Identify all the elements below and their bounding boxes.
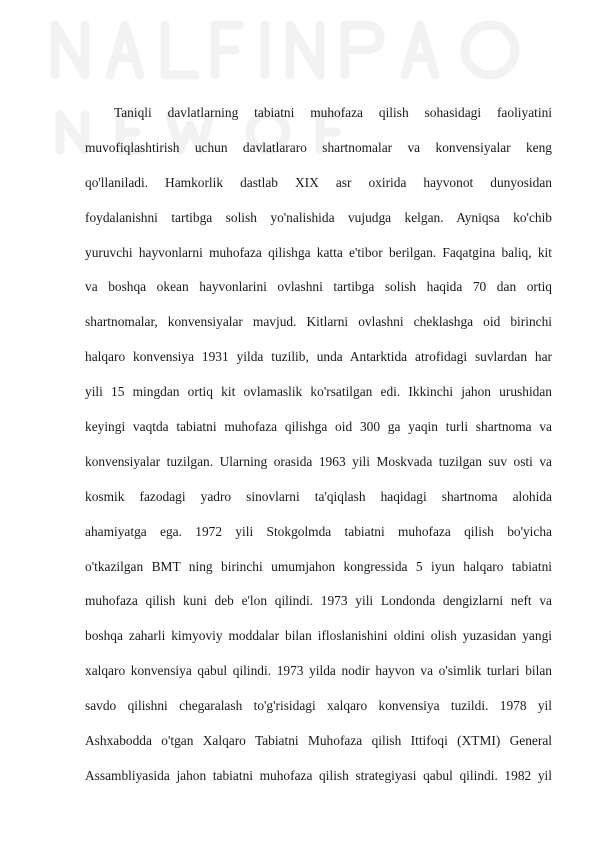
text-line: halqaro konvensiya 1931 yilda tuzilib, unda Antarktida atrofidagi suvlardan har (85, 349, 552, 365)
text-line: qo'llaniladi. Hamkorlik dastlab XIX asr oxirida hayvonot dunyosidan (85, 174, 552, 190)
text-line: o'tkazilgan BMT ning birinchi umumjahon kongressida 5 iyun halqaro tabiatni (85, 558, 552, 574)
text-line: muhofaza qilish kuni deb e'lon qilindi. 1973 yili Londonda dengizlarni neft va (85, 593, 552, 609)
text-line: foydalanishni tartibga solish yo'nalishida vujudga kelgan. Ayniqsa ko'chib (85, 209, 552, 225)
text-line: yuruvchi hayvonlarni muhofaza qilishga katta e'tibor berilgan. Faqatgina baliq, kit (85, 244, 552, 260)
text-line: savdo qilishni chegaralash to'g'risidagi xalqaro konvensiya tuzildi. 1978 yil (85, 698, 552, 714)
text-line: xalqaro konvensiya qabul qilindi. 1973 yilda nodir hayvon va o'simlik turlari bilan (85, 663, 552, 679)
text-line: kosmik fazodagi yadro sinovlarni ta'qiqlash haqidagi shartnoma alohida (85, 488, 552, 504)
text-line: Taniqli davlatlarning tabiatni muhofaza qilish sohasidagi faoliyatini (114, 105, 552, 120)
text-line: konvensiyalar tuzilgan. Ularning orasida 1963 yili Moskvada tuzilgan suv osti va (85, 453, 552, 469)
text-line: Ashxabodda o'tgan Xalqaro Tabiatni Muhofaza qilish Ittifoqi (XTMI) General (85, 733, 552, 749)
text-line: yili 15 mingdan ortiq kit ovlamaslik ko'rsatilgan edi. Ikkinchi jahon urushidan (85, 384, 552, 400)
document-body (85, 96, 552, 794)
text-line: keyingi vaqtda tabiatni muhofaza qilishga oid 300 ga yaqin turli shartnoma va (85, 419, 552, 435)
text-line: va boshqa okean hayvonlarini ovlashni tartibga solish haqida 70 dan ortiq (85, 279, 552, 295)
text-line: muvofiqlashtirish uchun davlatlararo shartnomalar va konvensiyalar keng (85, 139, 552, 155)
text-line: Assambliyasida jahon tabiatni muhofaza qilish strategiyasi qabul qilindi. 1982 yil (85, 767, 552, 783)
text-line: ahamiyatga ega. 1972 yili Stokgolmda tabiatni muhofaza qilish bo'yicha (85, 523, 552, 539)
text-line: boshqa zaharli kimyoviy moddalar bilan ifloslanishini oldini olish yuzasidan yangi (85, 628, 552, 644)
text-line: shartnomalar, konvensiyalar mavjud. Kitlarni ovlashni cheklashga oid birinchi (85, 314, 552, 330)
